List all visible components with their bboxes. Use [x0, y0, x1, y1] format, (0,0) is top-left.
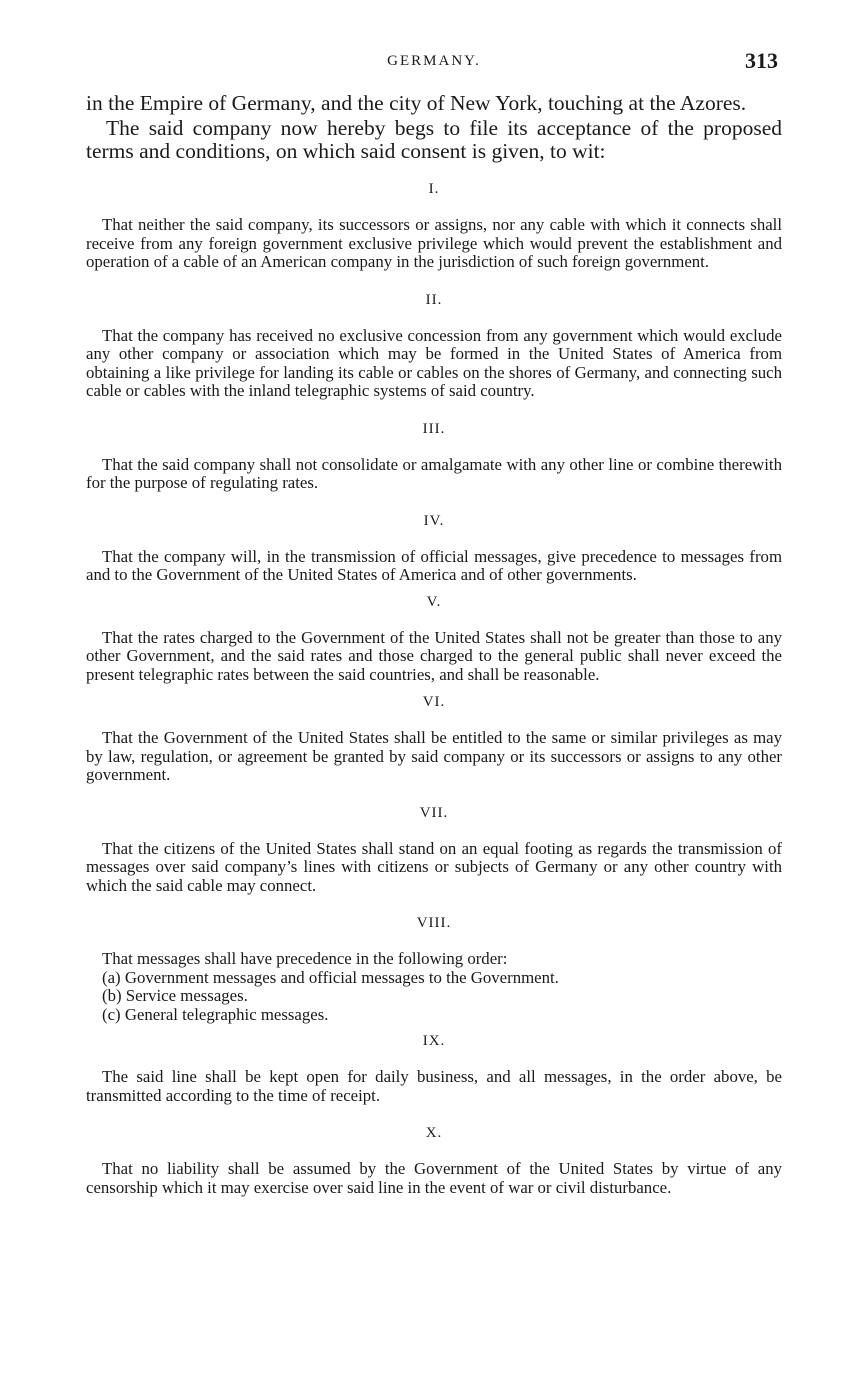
section-text: That the company will, in the transmission of official messages, give precedence to messages from and to the Government of the United States of America and of other governments. [86, 546, 782, 584]
section-text: That the rates charged to the Government of the United States shall not be greater than those to any other Government, and the said rates and those charged to the general public shall never exceed the present telegraphic rates between the said countries, and shall be reasonable. [86, 627, 782, 684]
section-text: That the said company shall not consolidate or amalgamate with any other line or combine therewith for the purpose of regulating rates. [86, 454, 782, 492]
running-head: GERMANY. [387, 53, 481, 69]
list-item: (b) Service messages. [102, 986, 248, 1005]
section-number: I. [428, 181, 440, 197]
section-number: VI. [422, 694, 446, 710]
continuation-paragraph: in the Empire of Germany, and the city of New York, touching at the Azores. [86, 91, 747, 115]
section-text: That no liability shall be assumed by the Government of the United States by virtue of any censorship which it may exercise over said line in the event of war or civil disturbance. [86, 1159, 782, 1197]
document-page [86, 48, 782, 1197]
section-number: IV. [423, 512, 445, 529]
page-header [86, 48, 782, 78]
list-item: (a) Government messages and official messages to the Government. [102, 967, 559, 987]
list-item: (c) General telegraphic messages. [102, 1004, 329, 1024]
section-number: IX. [422, 1033, 446, 1049]
section-number: II. [425, 291, 443, 308]
precedence-list [86, 969, 782, 1025]
page-number: 313 [745, 48, 778, 73]
section-number: VII. [419, 804, 449, 821]
section-text: That the Government of the United States shall be entitled to the same or similar privileges as may by law, regulation, or agreement be granted by said company or its successors or assigns to any other government. [86, 728, 782, 784]
section-number: VIII. [416, 915, 452, 931]
section-text: That messages shall have precedence in the following order: [102, 949, 508, 968]
section-number: X. [425, 1125, 443, 1141]
section-text: That the company has received no exclusive concession from any government which would exclude any other company or association which may be formed in the United States of America from obtaining a like privilege for landing its cable or cables on the shores of Germany, and connecting such cable or cables with the inland telegraphic systems of said country. [86, 325, 782, 400]
section-text: That the citizens of the United States shall stand on an equal footing as regards the transmission of messages over said company’s lines with citizens or subjects of Germany or any other country with which the said cable may connect. [86, 838, 782, 895]
acceptance-paragraph: The said company now hereby begs to file its acceptance of the proposed terms and conditions, on which said consent is given, to wit: [86, 116, 782, 163]
section-text: That neither the said company, its successors or assigns, nor any cable with which it connects shall receive from any foreign government exclusive privilege which would prevent the establishment and operation of a cable of an American company in the jurisdiction of such foreign government. [86, 215, 782, 271]
section-text: The said line shall be kept open for daily business, and all messages, in the order above, be transmitted according to the time of receipt. [86, 1067, 782, 1105]
section-number: III. [422, 420, 446, 437]
section-number: V. [426, 593, 442, 610]
